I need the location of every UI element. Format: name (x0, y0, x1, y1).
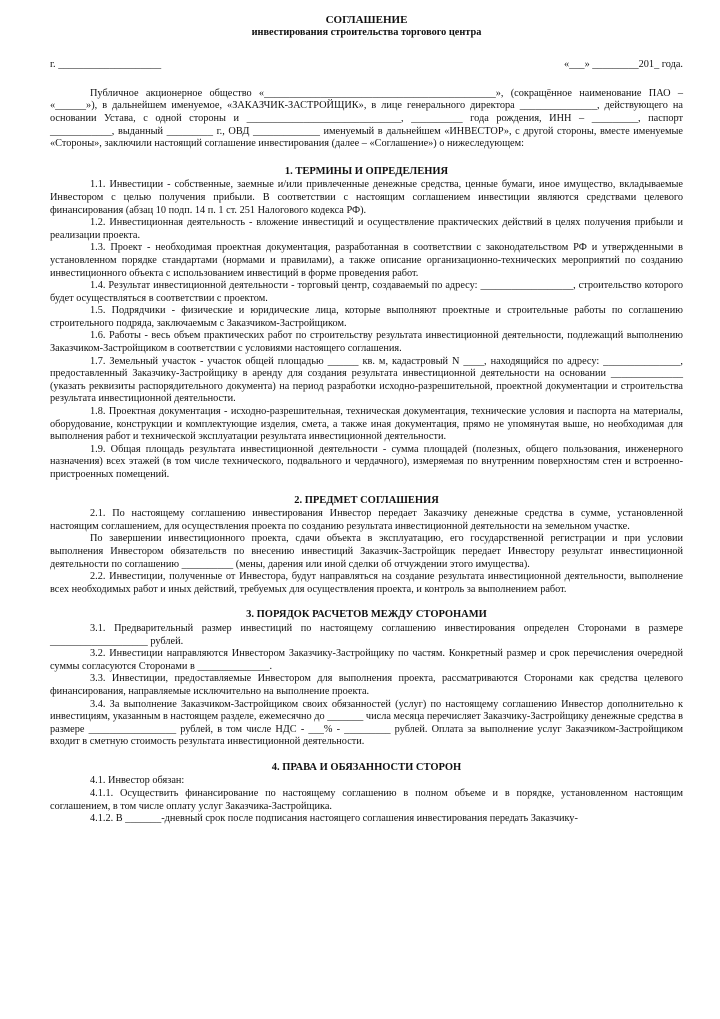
section-heading: 3. ПОРЯДОК РАСЧЕТОВ МЕЖДУ СТОРОНАМИ (246, 609, 487, 621)
paragraph: 3.3. Инвестиции, предоставляемые Инвестором для выполнения проекта, рассматриваются Сторонами как средства целевого финансирования, направляемые исключительно на выполнение проекта. (50, 673, 683, 697)
section-heading: 4. ПРАВА И ОБЯЗАННОСТИ СТОРОН (271, 761, 462, 773)
paragraph: 1.5. Подрядчики - физические и юридические лица, которые выполняют проектные и строительные работы по соглашению строительного подряда, заключаемым с Заказчиком-Застройщиком. (50, 305, 683, 329)
paragraph: 1.2. Инвестиционная деятельность - вложение инвестиций и осуществление практических действий в целях получения прибыли и реализации проекта. (50, 217, 683, 241)
paragraph: 1.3. Проект - необходимая проектная документация, разработанная в соответствии с законодательством РФ и утвержденными в установленном порядке стандартами (нормами и правилами), а также описание организационно-технических мероприятий по созданию инвестиционного объекта с использованием инвестиций в форме проведения работ. (50, 242, 683, 279)
paragraph: 2.2. Инвестиции, полученные от Инвестора, будут направляться на создание результата инвестиционной деятельности, выполнение всех необходимых работ и иных действий, требуемых для осуществления проекта, и контроль за выполнением работ. (50, 571, 683, 595)
paragraph: 3.4. За выполнение Заказчиком-Застройщиком своих обязанностей (услуг) по настоящему соглашению Инвестор дополнительно к инвестициям, указанным в настоящем разделе, ежемесячно до _______ числа месяца перечисляет Заказчику-Застройщику денежные средства в размере _________________ рублей, в том числе НДС - ___% - _________ рублей. Оплата за выполнение услуг Заказчиком-Застройщиком входит в сметную стоимость результата инвестиционной деятельности. (50, 698, 683, 748)
paragraph: 3.2. Инвестиции направляются Инвестором Заказчику-Застройщику по частям. Конкретный размер и срок перечисления очередной суммы согласуются Сторонами в ______________. (50, 648, 683, 672)
paragraph: 4.1.2. В _______-дневный срок после подписания настоящего соглашения инвестирования передать Заказчику- (90, 813, 578, 825)
paragraph: 1.6. Работы - весь объем практических работ по строительству результата инвестиционной деятельности, подлежащий выполнению Заказчиком-Застройщиком в соответствии с условиями настоящего соглашения. (50, 330, 683, 355)
section-heading: 2. ПРЕДМЕТ СОГЛАШЕНИЯ (294, 494, 439, 506)
paragraph: По завершении инвестиционного проекта, сдачи объекта в эксплуатацию, его государственной регистрации и при условии выполнения Инвестором обязательств по внесению инвестиций Заказчик-Застройщик передает Инвестору результат инвестиционной деятельности по соглашению __________ (мены, дарения или иной сделки об отчуждении этого имущества). (50, 533, 683, 570)
section-1 (50, 166, 683, 482)
city-field: г. ____________________ (50, 59, 162, 71)
section-2 (50, 495, 683, 597)
section-4 (50, 762, 683, 826)
preamble: Публичное акционерное общество «_____________________________________________», (сокращённое наименование ПАО – «______»), в дальнейшем именуемое, «ЗАКАЗЧИК-ЗАСТРОЙЩИК», в лице генерального директора _______________, действующего на основании Устава, с одной стороны и ______________________________, __________ года рождения, ИНН – _________, паспорт ____________, выданный _________ г., ОВД _____________ именуемый в дальнейшем «ИНВЕСТОР», с другой стороны, вместе именуемые «Стороны», заключили настоящий соглашение инвестирования (далее – «Соглашение») о нижеследующем: (50, 87, 683, 150)
paragraph: 4.1.1. Осуществить финансирование по настоящему соглашению в полном объеме и в порядке, установленном настоящим соглашением, в том числе оплату услуг Заказчика-Застройщика. (50, 788, 683, 812)
document-subtitle: инвестирования строительства торгового центра (251, 26, 482, 38)
section-heading: 1. ТЕРМИНЫ И ОПРЕДЕЛЕНИЯ (284, 165, 449, 177)
paragraph: 1.7. Земельный участок - участок общей площадью ______ кв. м, кадастровый N ____, находящийся по адресу: _______________, предоставленный Заказчику-Застройщику в аренду для создания результата инвестиционной деятельности на основании ______________ (указать реквизиты распорядительного документа) на период разработки исходно-разрешительной, проектной документации и строительства результата инвестиционной деятельности. (50, 355, 683, 405)
paragraph: 1.4. Результат инвестиционной деятельности - торговый центр, создаваемый по адресу: __________________, строительство которого будет осуществляться в соответствии с проектом. (50, 280, 683, 304)
paragraph: 1.1. Инвестиции - собственные, заемные и/или привлеченные денежные средства, ценные бумаги, иное имущество, вкладываемые Инвестором с целью получения прибыли. В соответствии с настоящим соглашением инвестиции являются средствами целевого финансирования (абзац 10 подп. 14 п. 1 ст. 251 Налогового кодекса РФ). (50, 179, 683, 216)
paragraph: 2.1. По настоящему соглашению инвестирования Инвестор передает Заказчику денежные средства в сумме, установленной настоящим соглашением, для осуществления проекта по созданию результата инвестиционной деятельности на земельном участке. (50, 508, 683, 532)
document-title: СОГЛАШЕНИЕ (325, 14, 408, 26)
paragraph: 1.9. Общая площадь результата инвестиционной деятельности - сумма площадей (полезных, общего пользования, инженерного назначения) всех этажей (в том числе технического, подвального и чердачного), измеряемая по внутренним поверхностям стен и встроенно-пристроенных помещений. (50, 443, 683, 480)
place-date-row (50, 59, 683, 72)
section-3 (50, 609, 683, 749)
date-field: «___» _________201_ года. (563, 59, 683, 71)
paragraph: 3.1. Предварительный размер инвестиций по настоящему соглашению инвестирования определен Сторонами в размере ___________________ рублей. (50, 622, 683, 647)
paragraph: 1.8. Проектная документация - исходно-разрешительная, техническая документация, технические условия и паспорта на материалы, оборудование, конструкции и комплектующие изделия, смета, а также иная документация, прямо не упомянутая выше, но необходимая для выполнения работ и технической эксплуатации результата инвестиционной деятельности. (50, 406, 683, 443)
paragraph: 4.1. Инвестор обязан: (90, 775, 185, 787)
